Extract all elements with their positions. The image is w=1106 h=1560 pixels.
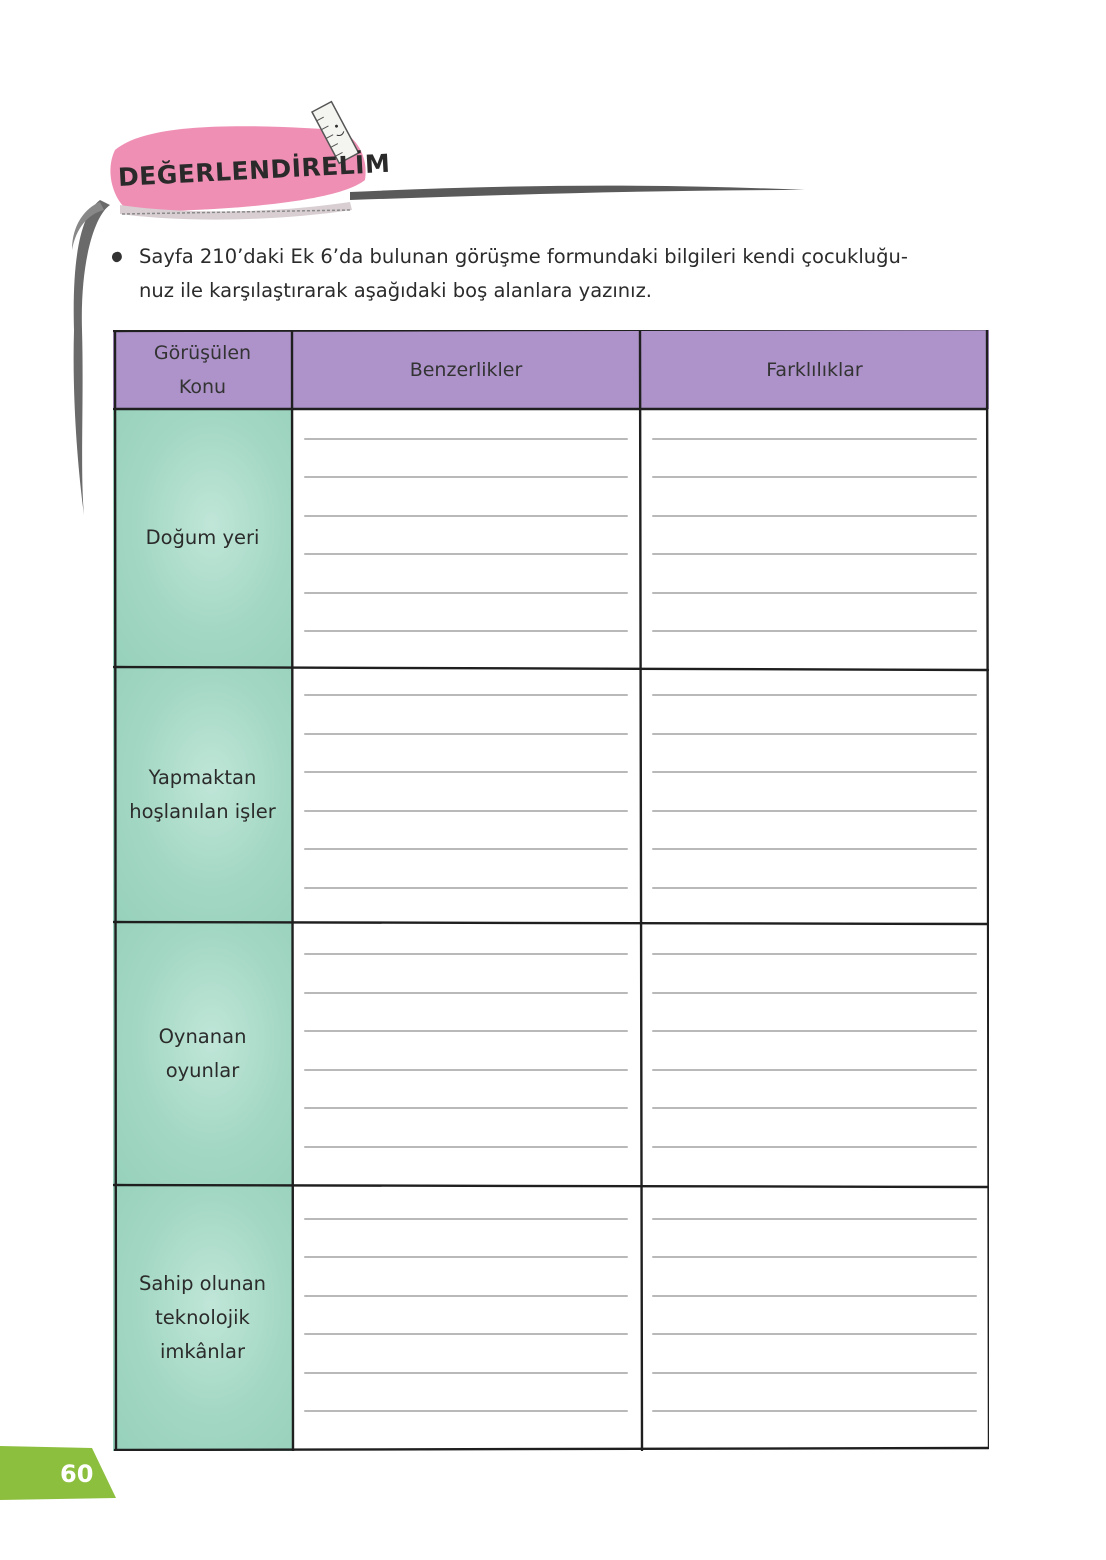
header-topic-line-1: Görüşülen	[153, 341, 252, 364]
writing-line	[652, 887, 977, 889]
writing-line	[652, 1069, 977, 1071]
instruction-line-1: Sayfa 210’daki Ek 6’da bulunan görüşme formundaki bilgileri kendi çocukluğu-	[139, 245, 908, 268]
writing-line	[304, 592, 628, 594]
writing-line	[304, 515, 628, 517]
writing-line	[652, 1333, 977, 1335]
instruction-line-2: nuz ile karşılaştırarak aşağıdaki boş alanlara yazınız.	[139, 279, 653, 302]
topic-label: Doğum yeri	[145, 526, 260, 549]
writing-line	[652, 733, 977, 735]
writing-line	[304, 733, 628, 735]
topic-label: oyunlar	[165, 1058, 240, 1082]
writing-line	[304, 630, 628, 632]
writing-line	[652, 953, 977, 955]
writing-line	[304, 1410, 628, 1412]
writing-line	[652, 438, 977, 440]
writing-line	[304, 1333, 628, 1335]
similarities-cell-2[interactable]	[292, 667, 640, 922]
differences-cell-1[interactable]	[640, 409, 989, 667]
writing-line	[652, 630, 977, 632]
differences-cell-4[interactable]	[640, 1185, 989, 1451]
comparison-table	[113, 330, 989, 1451]
writing-line	[304, 1295, 628, 1297]
topic-label: Sahip olunan	[138, 1272, 267, 1295]
topic-label: hoşlanılan işler	[129, 799, 276, 823]
section-title: DEĞERLENDİRELİM	[117, 148, 391, 192]
similarities-cell-4[interactable]	[292, 1185, 640, 1451]
writing-line	[652, 1218, 977, 1220]
writing-line	[652, 515, 977, 517]
writing-line	[304, 810, 628, 812]
topic-label: Oynanan	[158, 1024, 247, 1048]
writing-line	[304, 1030, 628, 1032]
writing-line	[304, 1256, 628, 1258]
writing-line	[304, 476, 628, 478]
writing-line	[304, 1218, 628, 1220]
writing-line	[652, 592, 977, 594]
writing-line	[652, 1146, 977, 1148]
header-similarities: Benzerlikler	[292, 330, 640, 409]
header-topic	[113, 330, 292, 409]
writing-line	[652, 992, 977, 994]
topic-cell-3	[113, 922, 292, 1185]
writing-line	[652, 553, 977, 555]
topic-cell-1	[113, 409, 292, 667]
writing-line	[652, 1030, 977, 1032]
header-differences: Farklılıklar	[640, 330, 989, 409]
bullet-icon	[111, 251, 124, 264]
topic-cell-4	[113, 1185, 292, 1451]
writing-line	[652, 694, 977, 696]
writing-line	[304, 848, 628, 850]
similarities-cell-1[interactable]	[292, 409, 640, 667]
writing-line	[652, 1372, 977, 1374]
writing-line	[304, 553, 628, 555]
writing-line	[304, 1372, 628, 1374]
topic-label: teknolojik	[155, 1306, 250, 1329]
writing-line	[652, 476, 977, 478]
writing-line	[304, 694, 628, 696]
writing-line	[304, 1069, 628, 1071]
topic-cell-2	[113, 667, 292, 922]
writing-line	[652, 810, 977, 812]
writing-line	[652, 1410, 977, 1412]
instruction-text	[112, 240, 972, 308]
differences-cell-2[interactable]	[640, 667, 989, 922]
header-topic-line-2: Konu	[178, 375, 227, 398]
writing-line	[652, 1256, 977, 1258]
similarities-cell-3[interactable]	[292, 922, 640, 1185]
writing-line	[304, 1107, 628, 1109]
writing-line	[304, 438, 628, 440]
topic-label: Yapmaktan	[148, 765, 257, 789]
writing-line	[304, 771, 628, 773]
writing-line	[304, 953, 628, 955]
writing-line	[304, 992, 628, 994]
topic-label: imkânlar	[159, 1340, 246, 1363]
writing-line	[304, 1146, 628, 1148]
differences-cell-3[interactable]	[640, 922, 989, 1185]
page-number: 60	[60, 1460, 94, 1488]
writing-line	[652, 1295, 977, 1297]
writing-line	[652, 1107, 977, 1109]
writing-line	[652, 771, 977, 773]
writing-line	[652, 848, 977, 850]
writing-line	[304, 887, 628, 889]
